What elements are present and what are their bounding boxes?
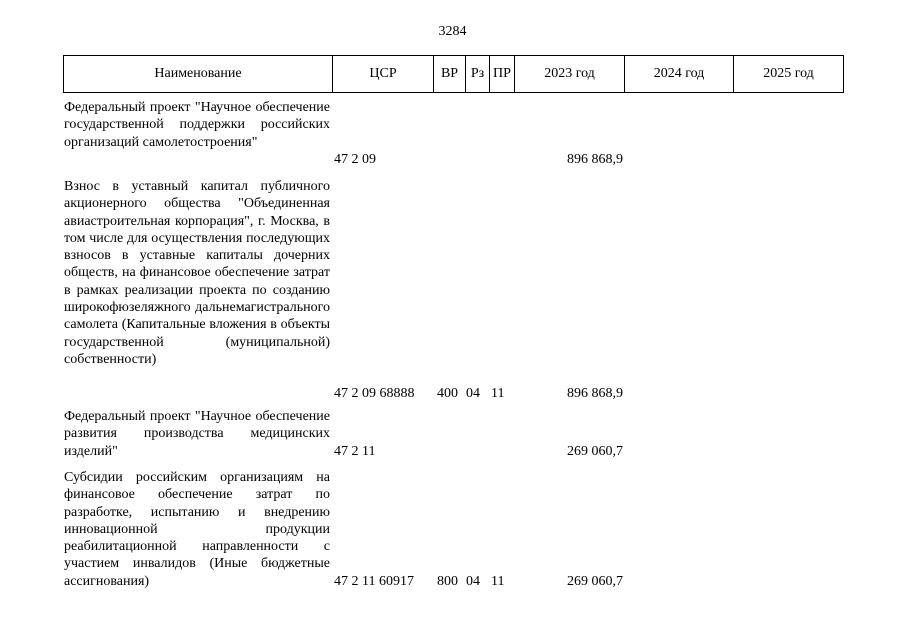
header-2025: 2025 год	[734, 56, 844, 93]
row-name: Взнос в уставный капитал публичного акционерного общества "Объединенная авиастроительная корпорация", г. Москва, в том числе для осуществления последующих взносов в уставные капиталы дочерних обществ, на финансовое обеспечение затрат в рамках реализации проекта по созданию широкофюзеляжного дальнемагистрального самолета (Капитальные вложения в объекты государственной (муниципальной) собственности)	[64, 179, 330, 367]
header-pr: ПР	[490, 56, 515, 93]
row-2023-value: 896 868,9	[567, 152, 623, 167]
row-vr: 800	[437, 574, 458, 589]
row-2023-value: 896 868,9	[567, 386, 623, 401]
header-2024: 2024 год	[625, 56, 734, 93]
row-rz: 04	[466, 386, 480, 401]
row-vr: 400	[437, 386, 458, 401]
row-pr: 11	[491, 386, 505, 401]
row-2023-value: 269 060,7	[567, 574, 623, 589]
header-rz: Рз	[466, 56, 490, 93]
row-name: Субсидии российским организациям на финансовое обеспечение затрат по разработке, испытанию и внедрению инновационной продукции реабилитационной направленности с участием инвалидов (Иные бюджетные ассигнования)	[64, 470, 330, 589]
row-name: Федеральный проект "Научное обеспечение развития производства медицинских изделий"	[64, 409, 330, 459]
row-name: Федеральный проект "Научное обеспечение государственной поддержки российских организаций самолетостроения"	[64, 100, 330, 150]
table-header	[63, 55, 844, 93]
row-rz: 04	[466, 574, 480, 589]
header-csr: ЦСР	[333, 56, 434, 93]
row-pr: 11	[491, 574, 505, 589]
row-csr: 47 2 09	[334, 152, 376, 167]
row-2023-value: 269 060,7	[567, 444, 623, 459]
row-csr: 47 2 09 68888	[334, 386, 415, 401]
page-number: 3284	[438, 24, 467, 39]
header-name: Наименование	[64, 56, 333, 93]
header-2023: 2023 год	[515, 56, 625, 93]
header-vr: ВР	[434, 56, 466, 93]
row-csr: 47 2 11	[334, 444, 376, 459]
row-csr: 47 2 11 60917	[334, 574, 414, 589]
